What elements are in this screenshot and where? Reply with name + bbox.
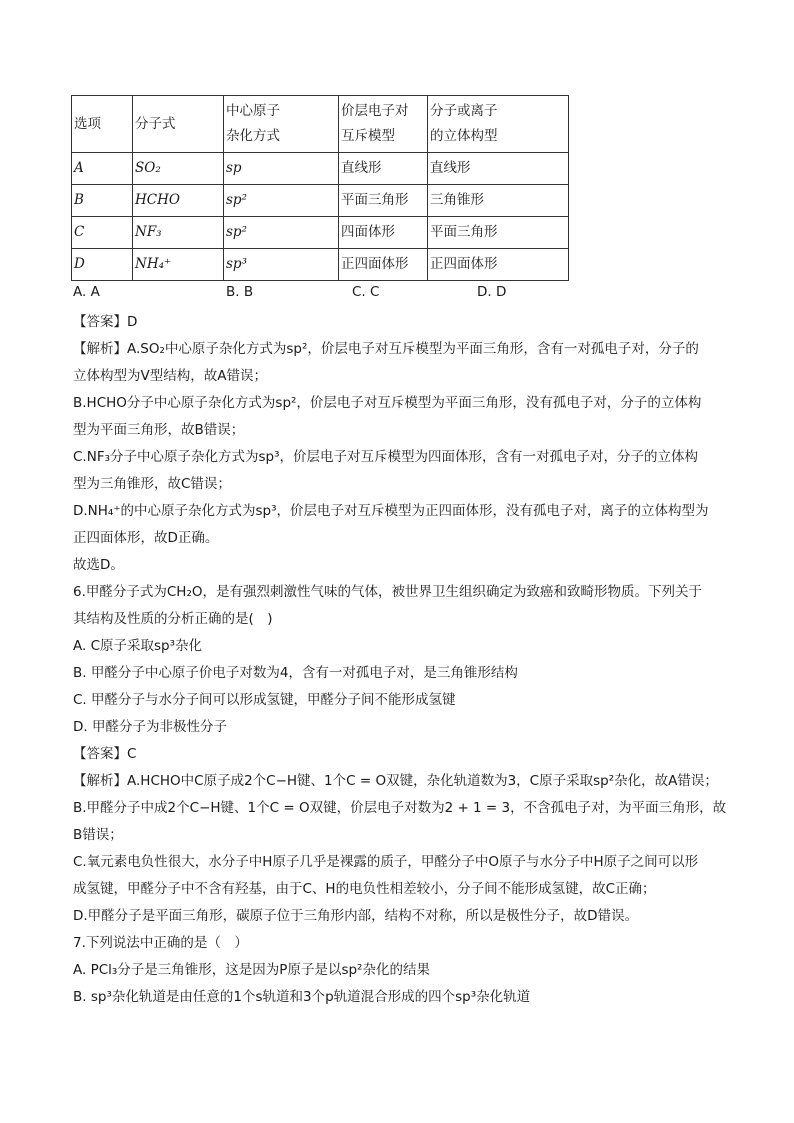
header-cell: 分子或离子 的立体构型 xyxy=(428,96,569,153)
analysis-line: 【解析】A.HCHO中C原子成2个C−H键、1个C = O双键，杂化轨道数为3，C原子采取sp²杂化，故A错误； xyxy=(73,773,718,789)
analysis-line: 成氢键，甲醛分子中不含有羟基，由于C、H的电负性相差较小，分子间不能形成氢键，故C正确； xyxy=(73,881,656,897)
q6-option-d: D. 甲醛分子为非极性分子 xyxy=(73,719,227,735)
q7-option-a: A. PCl₃分子是三角锥形，这是因为P原子是以sp²杂化的结果 xyxy=(73,962,430,978)
q6-option-b: B. 甲醛分子中心原子价电子对数为4，含有一对孤电子对，是三角锥形结构 xyxy=(73,665,518,681)
question-7 xyxy=(73,930,733,1011)
analysis-line: B.甲醛分子中成2个C−H键、1个C = O双键，价层电子对数为2 + 1 = 3，不含孤电子对，为平面三角形，故 xyxy=(73,800,727,816)
table-cell: 直线形 xyxy=(428,153,569,185)
table-row xyxy=(72,217,569,249)
table-cell: sp³ xyxy=(224,249,339,281)
table-cell: 直线形 xyxy=(339,153,428,185)
table-cell: 平面三角形 xyxy=(339,185,428,217)
table-cell: 四面体形 xyxy=(339,217,428,249)
header-cell: 选项 xyxy=(72,96,133,153)
analysis-line: 型为三角锥形，故C错误； xyxy=(73,476,231,492)
question-6 xyxy=(73,579,733,930)
table-cell: NH₄⁺ xyxy=(133,249,224,281)
analysis-line: 型为平面三角形，故B错误； xyxy=(73,422,245,438)
q5-option-d: D. D xyxy=(477,284,507,300)
table-cell: sp² xyxy=(224,217,339,249)
table-row xyxy=(72,249,569,281)
table-row xyxy=(72,153,569,185)
table-cell: HCHO xyxy=(133,185,224,217)
table-cell: SO₂ xyxy=(133,153,224,185)
analysis-line: C.NF₃分子中心原子杂化方式为sp³，价层电子对互斥模型为四面体形，含有一对孤电子对，分子的立体构 xyxy=(73,449,699,465)
analysis-line: B错误； xyxy=(73,827,123,843)
header-cell: 分子式 xyxy=(133,96,224,153)
table-cell: D xyxy=(72,249,133,281)
analysis-line: 正四面体形，故D正确。 xyxy=(73,530,219,546)
analysis-line: D.NH₄⁺的中心原子杂化方式为sp³，价层电子对互斥模型为正四面体形，没有孤电子对，离子的立体构型为 xyxy=(73,503,709,519)
question-stem: 6.甲醛分子式为CH₂O，是有强烈刺激性气味的气体，被世界卫生组织确定为致癌和致畸形物质。下列关于 xyxy=(73,584,702,600)
table-row xyxy=(72,185,569,217)
answer-label: 【答案】D xyxy=(73,314,138,330)
header-cell: 中心原子 杂化方式 xyxy=(224,96,339,153)
question-stem: 7.下列说法中正确的是（ ） xyxy=(73,935,248,951)
q6-option-a: A. C原子采取sp³杂化 xyxy=(73,638,203,654)
q5-option-a: A. A xyxy=(73,284,100,300)
header-cell: 价层电子对 互斥模型 xyxy=(339,96,428,153)
table-cell: 正四面体形 xyxy=(428,249,569,281)
q5-option-b: B. B xyxy=(226,284,254,300)
table-header-row xyxy=(72,96,569,153)
table-cell: C xyxy=(72,217,133,249)
analysis-line: 立体构型为V型结构，故A错误； xyxy=(73,368,267,384)
analysis-line: 故选D。 xyxy=(73,557,124,573)
analysis-line: B.HCHO分子中心原子杂化方式为sp²，价层电子对互斥模型为平面三角形，没有孤电子对，分子的立体构 xyxy=(73,395,702,411)
answer-label: 【答案】C xyxy=(73,746,137,762)
comparison-table xyxy=(71,95,569,281)
table-cell: B xyxy=(72,185,133,217)
q5-option-c: C. C xyxy=(352,284,380,300)
analysis-line: 【解析】A.SO₂中心原子杂化方式为sp²，价层电子对互斥模型为平面三角形，含有一对孤电子对，分子的 xyxy=(73,341,699,357)
table-cell: NF₃ xyxy=(133,217,224,249)
analysis-line: C.氧元素电负性很大，水分子中H原子几乎是裸露的质子，甲醛分子中O原子与水分子中H原子之间可以形 xyxy=(73,854,699,870)
table-cell: 平面三角形 xyxy=(428,217,569,249)
q6-option-c: C. 甲醛分子与水分子间可以形成氢键，甲醛分子间不能形成氢键 xyxy=(73,692,456,708)
table-cell: 正四面体形 xyxy=(339,249,428,281)
q5-solution xyxy=(73,309,733,579)
table-cell: 三角锥形 xyxy=(428,185,569,217)
q5-options xyxy=(73,284,673,308)
analysis-line: D.甲醛分子是平面三角形，碳原子位于三角形内部，结构不对称，所以是极性分子，故D错误。 xyxy=(73,908,639,924)
q7-option-b: B. sp³杂化轨道是由任意的1个s轨道和3个p轨道混合形成的四个sp³杂化轨道 xyxy=(73,989,531,1005)
question-stem: 其结构及性质的分析正确的是( ) xyxy=(73,611,273,627)
table-cell: sp xyxy=(224,153,339,185)
table-cell: A xyxy=(72,153,133,185)
table-cell: sp² xyxy=(224,185,339,217)
